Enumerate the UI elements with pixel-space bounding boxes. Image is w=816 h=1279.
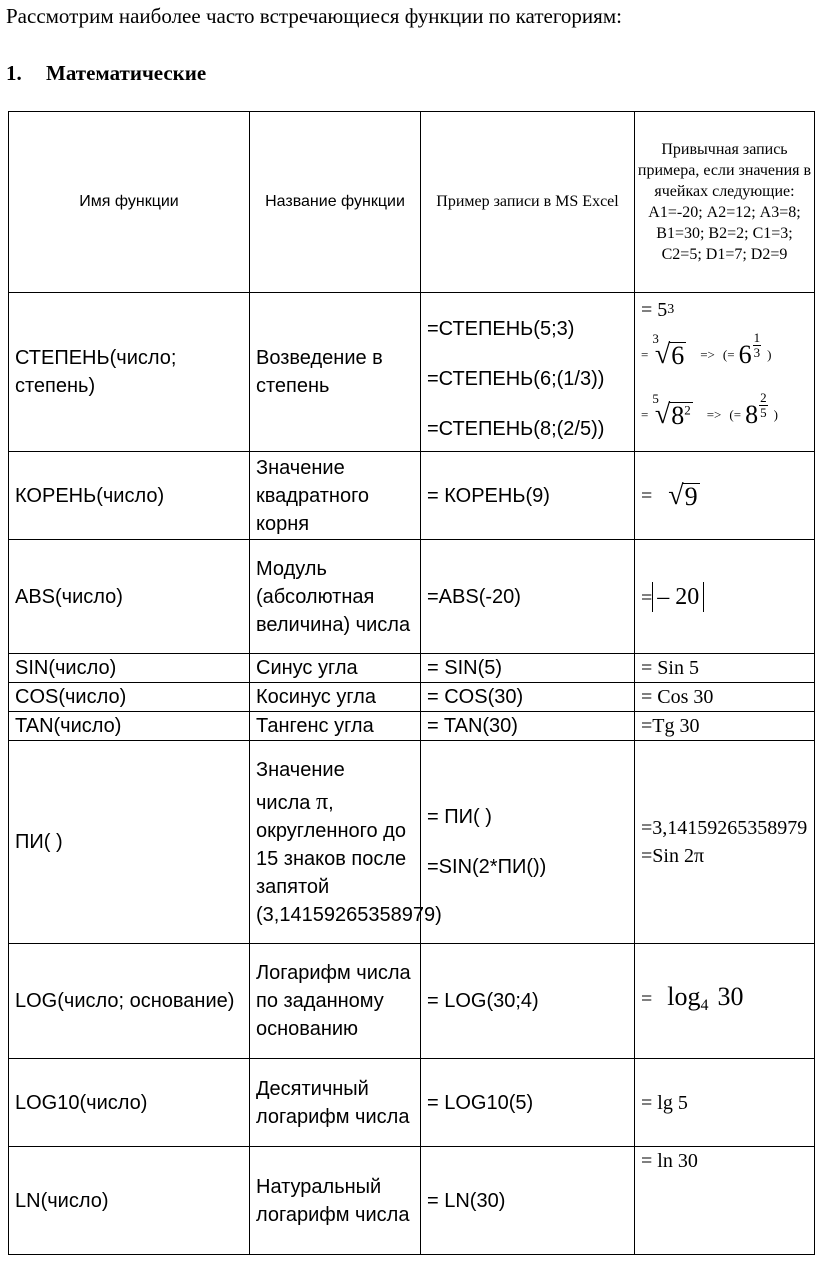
root-index: 3 bbox=[652, 331, 659, 346]
function-name-cell: LN(число) bbox=[9, 1147, 250, 1255]
arrow-text: => bbox=[706, 407, 722, 422]
radical-icon: √ bbox=[668, 479, 684, 511]
usual-notation-cell: = ln 30 bbox=[635, 1147, 815, 1255]
usual-notation-cell: = Sin 5 bbox=[635, 654, 815, 683]
fraction-exponent bbox=[753, 331, 762, 360]
function-name-cell: СТЕПЕНЬ(число; степень) bbox=[9, 293, 250, 452]
table-row bbox=[9, 540, 815, 654]
function-name-cell: LOG10(число) bbox=[9, 1059, 250, 1147]
math-text: = bbox=[641, 347, 649, 362]
usual-notation-cell bbox=[635, 452, 815, 540]
title-rest: округленного до 15 знаков после запятой (3,14159265358979) bbox=[256, 819, 442, 926]
fraction-denominator: 5 bbox=[760, 404, 767, 420]
table-header-row bbox=[9, 112, 815, 293]
usual-notation-cell: = Cos 30 bbox=[635, 683, 815, 712]
table-row bbox=[9, 654, 815, 683]
fraction-denominator: 3 bbox=[753, 344, 761, 360]
usual-notation-cell bbox=[635, 741, 815, 944]
radical-icon: √ bbox=[654, 339, 671, 370]
math-text: ) bbox=[773, 407, 778, 422]
math-line: =3,14159265358979 bbox=[641, 817, 808, 839]
example-line: =СТЕПЕНЬ(6;(1/3)) bbox=[427, 368, 605, 390]
header-usual-notation: Привычная запись примера, если значения в ячейках следующие: А1=-20; А2=12; А3=8; В1=30; В2=2; С1=3; С2=5; D1=7; D2=9 bbox=[635, 112, 815, 293]
title-text: числа bbox=[256, 791, 316, 814]
function-name-cell: ABS(число) bbox=[9, 540, 250, 654]
functions-table bbox=[8, 111, 815, 1255]
radicand bbox=[669, 402, 693, 429]
header-function-name: Имя функции bbox=[9, 112, 250, 293]
header-excel-example: Пример записи в MS Excel bbox=[421, 112, 635, 293]
radical bbox=[652, 391, 692, 430]
title-line: Значение bbox=[256, 758, 345, 781]
radical bbox=[652, 331, 686, 370]
radical-icon: √ bbox=[654, 399, 671, 430]
usual-notation-cell bbox=[635, 540, 815, 654]
header-function-title: Название функции bbox=[250, 112, 421, 293]
math-text: ) bbox=[767, 347, 772, 362]
function-title-cell: Модуль (абсолютная величина) числа bbox=[250, 540, 421, 654]
excel-example-cell: = LOG10(5) bbox=[421, 1059, 635, 1147]
math-text: (= bbox=[729, 407, 742, 422]
excel-example-cell: = TAN(30) bbox=[421, 712, 635, 741]
absolute-value: – 20 bbox=[652, 582, 704, 612]
intro-text: Рассмотрим наиболее часто встречающиеся функции по категориям: bbox=[6, 4, 622, 28]
function-title-cell: Синус угла bbox=[250, 654, 421, 683]
radicand-exponent: 2 bbox=[684, 402, 691, 418]
math-exponent: 3 bbox=[667, 302, 675, 317]
math-text: (= bbox=[722, 347, 735, 362]
section-number: 1. bbox=[6, 61, 22, 85]
table-row bbox=[9, 683, 815, 712]
table-row bbox=[9, 452, 815, 540]
radicand-base: 8 bbox=[671, 401, 685, 430]
table-row bbox=[9, 1059, 815, 1147]
log-base: 4 bbox=[700, 996, 709, 1014]
fraction-numerator: 1 bbox=[753, 329, 761, 345]
math-line: =Sin 2π bbox=[641, 845, 705, 867]
table-row bbox=[9, 1147, 815, 1255]
section-heading bbox=[6, 61, 206, 86]
usual-notation-cell: =Tg 30 bbox=[635, 712, 815, 741]
function-title-cell: Натуральный логарифм числа bbox=[250, 1147, 421, 1255]
fraction-numerator: 2 bbox=[760, 389, 767, 405]
excel-example-cell bbox=[421, 293, 635, 452]
example-line: =SIN(2*ПИ()) bbox=[427, 856, 547, 878]
math-text: = 5 bbox=[641, 299, 668, 321]
radicand: 9 bbox=[684, 481, 698, 511]
function-title-cell: Косинус угла bbox=[250, 683, 421, 712]
table-row bbox=[9, 712, 815, 741]
function-name-cell: COS(число) bbox=[9, 683, 250, 712]
excel-example-cell: = LN(30) bbox=[421, 1147, 635, 1255]
excel-example-cell: = COS(30) bbox=[421, 683, 635, 712]
function-name-cell: LOG(число; основание) bbox=[9, 944, 250, 1059]
example-line: = ПИ( ) bbox=[427, 806, 492, 828]
example-line: =СТЕПЕНЬ(8;(2/5)) bbox=[427, 418, 605, 440]
log-argument: 30 bbox=[717, 981, 744, 1011]
excel-example-cell: = КОРЕНЬ(9) bbox=[421, 452, 635, 540]
log-symbol: log bbox=[667, 981, 701, 1011]
table-row bbox=[9, 944, 815, 1059]
function-title-cell: Десятичный логарифм числа bbox=[250, 1059, 421, 1147]
table-row bbox=[9, 741, 815, 944]
math-base: 6 bbox=[738, 340, 752, 369]
math-text: = bbox=[641, 586, 653, 609]
function-title-cell: Тангенс угла bbox=[250, 712, 421, 741]
table-row bbox=[9, 293, 815, 452]
radical bbox=[668, 479, 699, 511]
excel-example-cell: = LOG(30;4) bbox=[421, 944, 635, 1059]
section-title: Математические bbox=[46, 61, 207, 85]
function-name-cell: КОРЕНЬ(число) bbox=[9, 452, 250, 540]
arrow-text: => bbox=[700, 347, 715, 362]
function-title-cell bbox=[250, 741, 442, 944]
math-text: = bbox=[641, 407, 649, 422]
radicand: 6 bbox=[671, 341, 685, 370]
pi-symbol: π bbox=[315, 788, 329, 815]
function-title-cell: Значение квадратного корня bbox=[250, 452, 421, 540]
fraction-exponent bbox=[759, 391, 768, 420]
title-line bbox=[256, 788, 420, 817]
function-name-cell: TAN(число) bbox=[9, 712, 250, 741]
excel-example-cell: = SIN(5) bbox=[421, 654, 635, 683]
usual-notation-cell bbox=[635, 944, 815, 1059]
usual-notation-cell: = lg 5 bbox=[635, 1059, 815, 1147]
function-title-cell: Возведение в степень bbox=[250, 293, 421, 452]
math-base: 8 bbox=[745, 400, 759, 429]
function-title-cell: Логарифм числа по заданному основанию bbox=[250, 944, 421, 1059]
usual-notation-cell bbox=[635, 293, 815, 452]
root-index: 5 bbox=[652, 391, 659, 406]
function-name-cell: ПИ( ) bbox=[9, 741, 250, 944]
function-name-cell: SIN(число) bbox=[9, 654, 250, 683]
excel-example-cell: =ABS(-20) bbox=[421, 540, 635, 654]
excel-example-cell bbox=[421, 741, 635, 944]
math-text: = bbox=[641, 484, 653, 507]
example-line: =СТЕПЕНЬ(5;3) bbox=[427, 318, 575, 340]
math-text: = bbox=[641, 987, 653, 1010]
title-text: , bbox=[328, 791, 334, 814]
